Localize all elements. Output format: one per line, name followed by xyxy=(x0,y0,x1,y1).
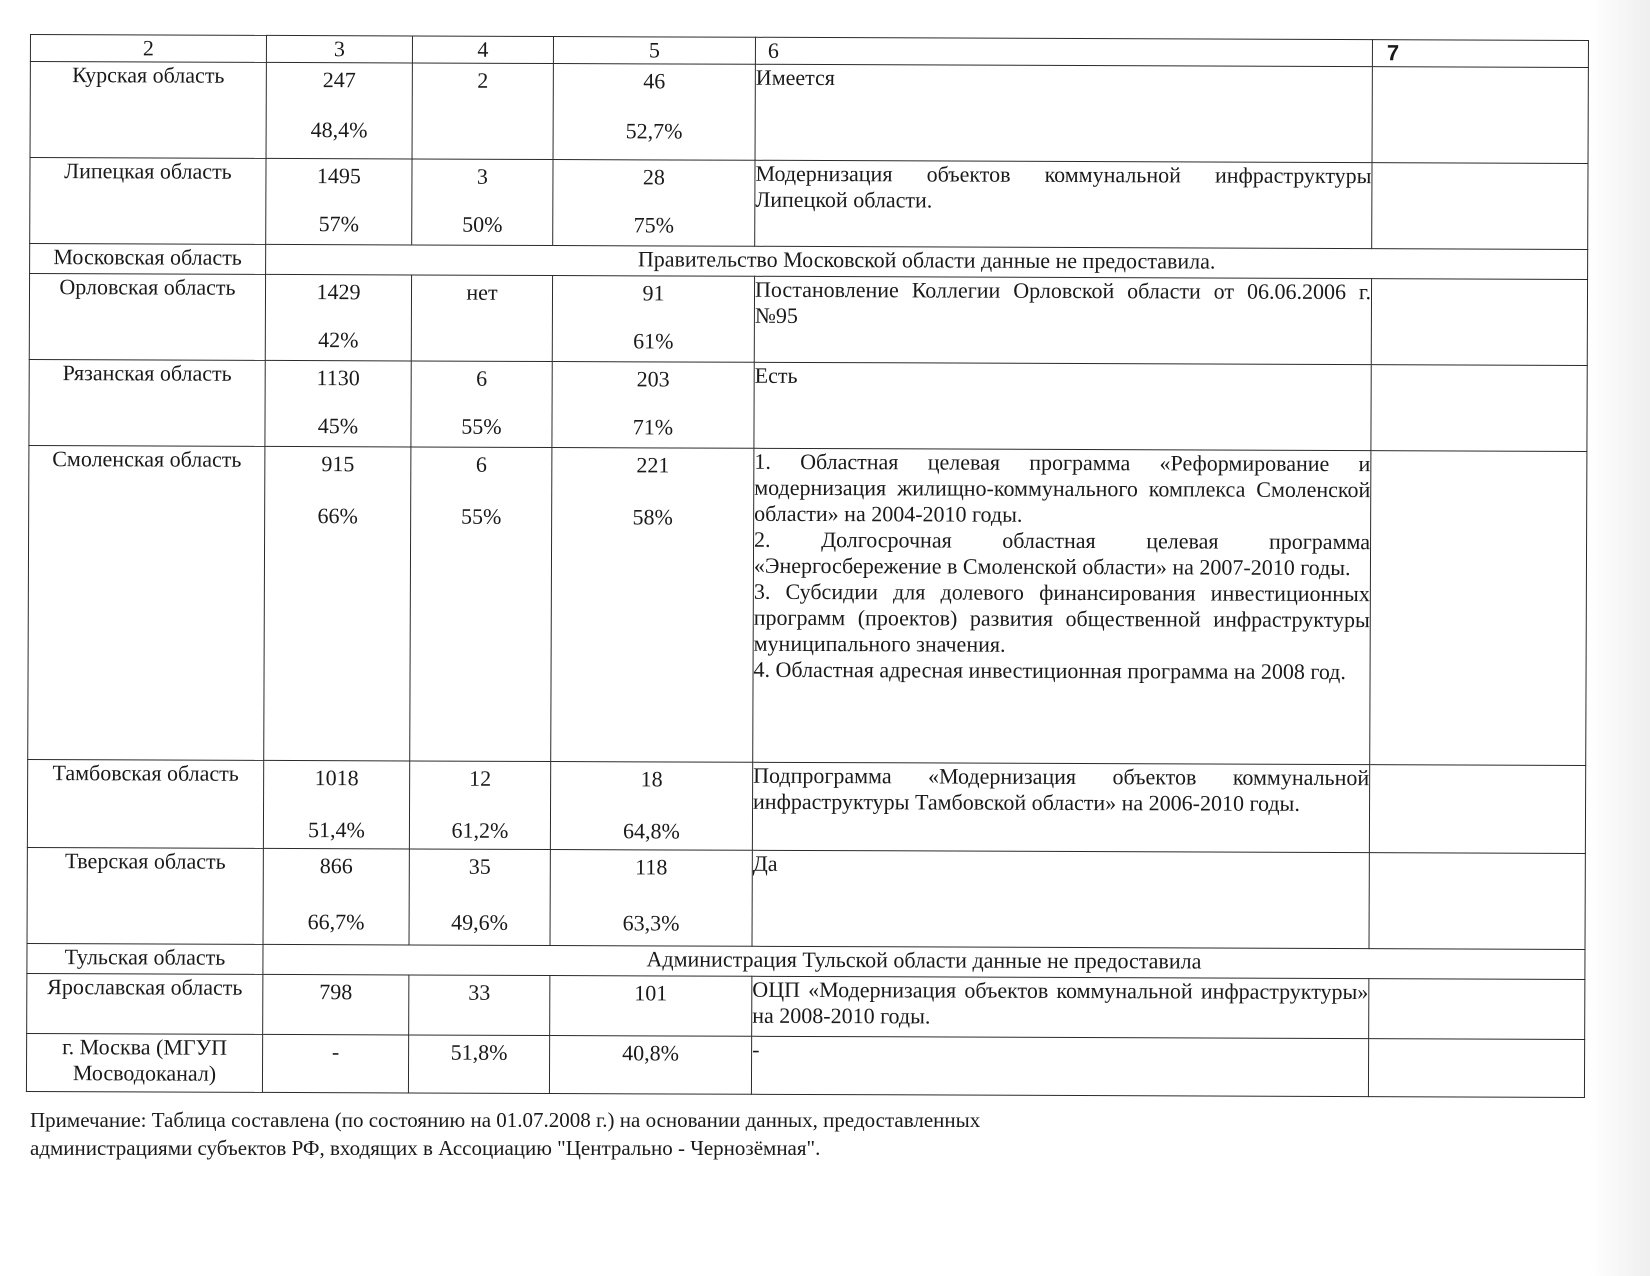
count-value: нет xyxy=(466,279,498,305)
col7-cell xyxy=(1372,67,1588,164)
count-cell-3 xyxy=(266,158,412,245)
count-value: 203 xyxy=(636,366,670,392)
no-data-note: Правительство Московской области данные не предоставила. xyxy=(266,244,1588,279)
col7-cell xyxy=(1372,163,1588,250)
count-value: 1495 xyxy=(316,163,362,189)
count-cell-4 xyxy=(412,159,553,246)
percent-value: 57% xyxy=(318,211,359,237)
count-value: 101 xyxy=(634,980,668,1006)
count-value: 2 xyxy=(477,67,489,93)
table-row xyxy=(27,973,1585,1039)
count-value: 1018 xyxy=(314,765,359,791)
count-value: 33 xyxy=(468,979,491,1005)
program-description xyxy=(751,1036,1368,1096)
program-text: ОЦП «Модернизация объектов коммунальной инфраструктуры» на 2008-2010 годы. xyxy=(752,976,1369,1029)
program-description xyxy=(754,362,1371,450)
percent-value: 51,4% xyxy=(307,817,365,843)
count-value: 6 xyxy=(476,365,488,391)
col7-cell xyxy=(1369,979,1585,1040)
count-cell-5 xyxy=(549,1036,751,1095)
count-cell-5 xyxy=(552,276,754,363)
program-text: Подпрограмма «Модернизация объектов коммунальной инфраструктуры Тамбовской области» на 2006-2010 годы. xyxy=(753,762,1370,816)
percent-value: 75% xyxy=(633,212,674,238)
region-name: Рязанская область xyxy=(29,359,265,446)
col-header-4: 4 xyxy=(412,36,553,64)
col7-cell xyxy=(1368,1039,1584,1098)
col-header-5: 5 xyxy=(553,37,755,65)
count-value: 35 xyxy=(468,853,491,879)
program-text: 1. Областная целевая программа «Реформирование и модернизация жилищно-коммунального комплекса Смоленской области» на 2004-2010 годы. xyxy=(754,448,1371,527)
table-footnote xyxy=(30,1106,980,1162)
region-name: Липецкая область xyxy=(30,158,266,245)
percent-value: 58% xyxy=(632,504,673,530)
col7-cell xyxy=(1369,853,1585,950)
count-cell-5 xyxy=(551,448,754,763)
count-cell-5 xyxy=(553,64,755,161)
no-data-note: Администрация Тульской области данные не предоставила xyxy=(263,944,1585,979)
count-cell-4 xyxy=(409,975,550,1036)
region-name: г. Москва (МГУП Мосводоканал) xyxy=(26,1033,262,1092)
count-cell-3 xyxy=(263,848,409,945)
count-cell-4 xyxy=(409,849,550,946)
percent-value: 71% xyxy=(632,414,674,440)
count-cell-3 xyxy=(265,274,411,361)
percent-value: 66% xyxy=(317,503,358,529)
count-cell-3 xyxy=(263,974,409,1035)
col7-cell xyxy=(1369,765,1585,854)
count-cell-4 xyxy=(412,63,553,160)
count-value: 1429 xyxy=(316,279,361,305)
table-row xyxy=(28,445,1587,765)
count-value: 12 xyxy=(469,765,492,791)
percent-value xyxy=(412,327,552,328)
program-text: 2. Долгосрочная областная целевая программа «Энергосбережение в Смоленской области» на 2007-2010 годы. xyxy=(753,526,1371,581)
table-row xyxy=(27,847,1585,949)
scan-shadow xyxy=(1590,0,1650,1276)
percent-value: 48,4% xyxy=(310,117,368,143)
count-cell-3 xyxy=(266,62,412,159)
table-row xyxy=(30,62,1588,164)
count-value: 221 xyxy=(636,452,670,478)
count-cell-4 xyxy=(409,761,550,850)
count-cell-5 xyxy=(553,160,755,247)
count-cell-4 xyxy=(408,1035,549,1094)
table-row xyxy=(29,274,1587,366)
program-description xyxy=(753,448,1371,764)
document-sheet xyxy=(26,34,1588,1098)
program-description xyxy=(752,762,1369,852)
program-description xyxy=(755,160,1372,248)
percent-value: 61% xyxy=(633,328,674,354)
program-description xyxy=(754,276,1371,364)
region-name: Московская область xyxy=(30,244,266,275)
percent-value: 63,3% xyxy=(622,910,680,936)
count-cell-3 xyxy=(262,1034,408,1093)
program-text: 4. Областная адресная инвестиционная программа на 2008 год. xyxy=(753,656,1346,685)
percent-value: 50% xyxy=(462,211,503,237)
table-row xyxy=(30,158,1588,250)
col7-cell xyxy=(1370,451,1587,766)
count-value: 18 xyxy=(640,766,663,792)
program-description xyxy=(752,850,1369,948)
count-value: - xyxy=(331,1039,340,1065)
count-value: 40,8% xyxy=(622,1040,680,1066)
count-value: 6 xyxy=(475,451,487,477)
program-description xyxy=(752,976,1369,1038)
col-header-6: 6 xyxy=(755,37,1372,66)
percent-value: 61,2% xyxy=(451,817,509,843)
table-row xyxy=(29,359,1587,451)
count-value: 28 xyxy=(642,164,666,190)
percent-value: 45% xyxy=(317,413,359,439)
count-value: 915 xyxy=(321,451,355,477)
percent-value: 66,7% xyxy=(307,909,365,935)
program-text: Имеется xyxy=(755,64,835,91)
col-header-7: 7 xyxy=(1372,40,1588,68)
program-text: Постановление Коллегии Орловской области от 06.06.2006 г. №95 xyxy=(754,276,1372,328)
region-name: Тамбовская область xyxy=(27,759,263,848)
percent-value: 64,8% xyxy=(622,818,680,844)
count-cell-5 xyxy=(552,362,754,449)
count-value: 46 xyxy=(643,68,666,94)
percent-value: 55% xyxy=(461,413,502,439)
region-name: Ярославская область xyxy=(27,973,263,1034)
program-text: 3. Субсидии для долевого финансирования инвестиционных программ (проектов) развития общественной инфраструктуры муниципального значения. xyxy=(753,578,1370,657)
region-name: Орловская область xyxy=(29,274,265,361)
col7-cell xyxy=(1371,365,1587,452)
count-cell-4 xyxy=(411,361,552,448)
program-text: Да xyxy=(752,850,778,876)
count-cell-3 xyxy=(264,446,411,761)
count-cell-4 xyxy=(411,275,552,362)
program-text: Модернизация объектов коммунальной инфраструктуры Липецкой области. xyxy=(755,160,1372,213)
percent-value: 49,6% xyxy=(451,909,509,935)
count-value: 247 xyxy=(322,67,356,93)
footnote-line: Примечание: Таблица составлена (по состоянию на 01.07.2008 г.) на основании данных, предоставленных xyxy=(30,1108,981,1132)
count-value: 3 xyxy=(476,163,489,189)
count-cell-3 xyxy=(265,360,411,447)
program-description xyxy=(755,64,1372,162)
footnote-line: администрациями субъектов РФ, входящих в Ассоциацию "Центрально - Чернозёмная". xyxy=(30,1136,821,1160)
percent-value xyxy=(413,117,553,118)
count-value: 91 xyxy=(642,280,665,306)
col-header-2: 2 xyxy=(30,35,266,63)
regions-table xyxy=(26,34,1589,1098)
count-cell-5 xyxy=(550,850,752,947)
table-row xyxy=(27,759,1585,853)
col-header-3: 3 xyxy=(266,35,412,63)
count-cell-4 xyxy=(410,447,552,762)
count-value: 866 xyxy=(319,853,353,879)
table-row xyxy=(26,1033,1584,1097)
percent-value: 55% xyxy=(460,503,502,529)
count-cell-3 xyxy=(263,760,409,849)
region-name: Тульская область xyxy=(27,943,263,974)
region-name: Курская область xyxy=(30,62,266,159)
count-value: 1130 xyxy=(316,365,360,391)
program-text: - xyxy=(752,1036,760,1062)
percent-value: 51,8% xyxy=(450,1039,508,1065)
count-cell-5 xyxy=(550,976,752,1037)
col7-cell xyxy=(1371,279,1587,366)
program-text: Есть xyxy=(754,362,798,388)
region-name: Тверская область xyxy=(27,847,263,944)
percent-value: 52,7% xyxy=(625,118,683,144)
count-cell-5 xyxy=(550,762,752,851)
count-value: 118 xyxy=(635,854,668,880)
percent-value: 42% xyxy=(318,327,359,353)
region-name: Смоленская область xyxy=(28,445,265,760)
count-value: 798 xyxy=(319,979,353,1005)
